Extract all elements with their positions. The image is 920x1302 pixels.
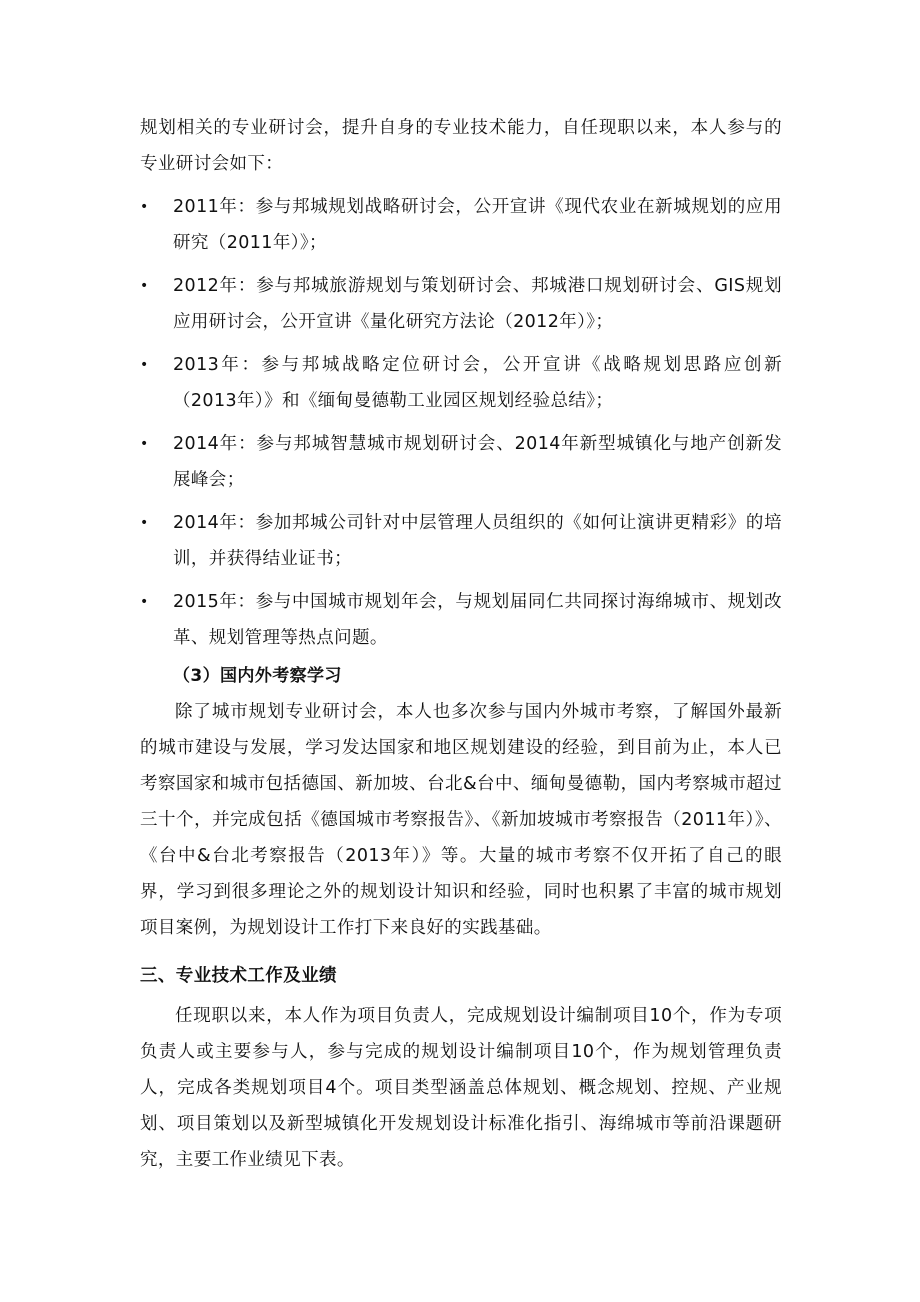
- list-item: [140, 268, 782, 340]
- list-item-text: 2015年：参与中国城市规划年会，与规划届同仁共同探讨海绵城市、规划改革、规划管理等热点问题。: [173, 592, 782, 648]
- bullet-icon: •: [140, 357, 149, 373]
- list-item-text: 2014年：参加邦城公司针对中层管理人员组织的《如何让演讲更精彩》的培训，并获得结业证书；: [173, 513, 782, 569]
- bullet-icon: •: [140, 515, 149, 531]
- list-item-text: 2014年：参与邦城智慧城市规划研讨会、2014年新型城镇化与地产创新发展峰会；: [173, 434, 782, 490]
- work-paragraph: 任现职以来，本人作为项目负责人，完成规划设计编制项目10个，作为专项负责人或主要参与人，参与完成的规划设计编制项目10个，作为规划管理负责人，完成各类规划项目4个。项目类型涵盖总体规划、概念规划、控规、产业规划、项目策划以及新型城镇化开发规划设计标准化指引、海绵城市等前沿课题研究，主要工作业绩见下表。: [140, 1006, 782, 1170]
- list-item: [140, 189, 782, 261]
- list-item: [140, 584, 782, 656]
- bullet-icon: •: [140, 594, 149, 610]
- study-tour-paragraph: 除了城市规划专业研讨会，本人也多次参与国内外城市考察，了解国外最新的城市建设与发展，学习发达国家和地区规划建设的经验，到目前为止，本人已考察国家和城市包括德国、新加坡、台北&台中、缅甸曼德勒，国内考察城市超过三十个，并完成包括《德国城市考察报告》、《新加坡城市考察报告（2011年）》、《台中&台北考察报告（2013年）》等。大量的城市考察不仅开拓了自己的眼界，学习到很多理论之外的规划设计知识和经验，同时也积累了丰富的城市规划项目案例，为规划设计工作打下来良好的实践基础。: [140, 702, 782, 938]
- bullet-icon: •: [140, 278, 149, 294]
- list-item: [140, 426, 782, 498]
- list-item: [140, 347, 782, 419]
- bullet-icon: •: [140, 199, 149, 215]
- subheading-study-tours: （3）国内外考察学习: [173, 666, 342, 686]
- document-page: [140, 110, 782, 1178]
- list-item-text: 2011年：参与邦城规划战略研讨会，公开宣讲《现代农业在新城规划的应用研究（2011年）》；: [173, 197, 782, 253]
- list-item: [140, 505, 782, 577]
- seminar-list: [140, 189, 782, 656]
- section-heading-work: 三、专业技术工作及业绩: [140, 966, 337, 986]
- list-item-text: 2013年：参与邦城战略定位研讨会，公开宣讲《战略规划思路应创新（2013年）》和《缅甸曼德勒工业园区规划经验总结》；: [173, 355, 782, 411]
- bullet-icon: •: [140, 436, 149, 452]
- list-item-text: 2012年：参与邦城旅游规划与策划研讨会、邦城港口规划研讨会、GIS规划应用研讨会，公开宣讲《量化研究方法论（2012年）》；: [173, 276, 782, 332]
- intro-paragraph: 规划相关的专业研讨会，提升自身的专业技术能力，自任现职以来，本人参与的专业研讨会如下：: [140, 118, 782, 174]
